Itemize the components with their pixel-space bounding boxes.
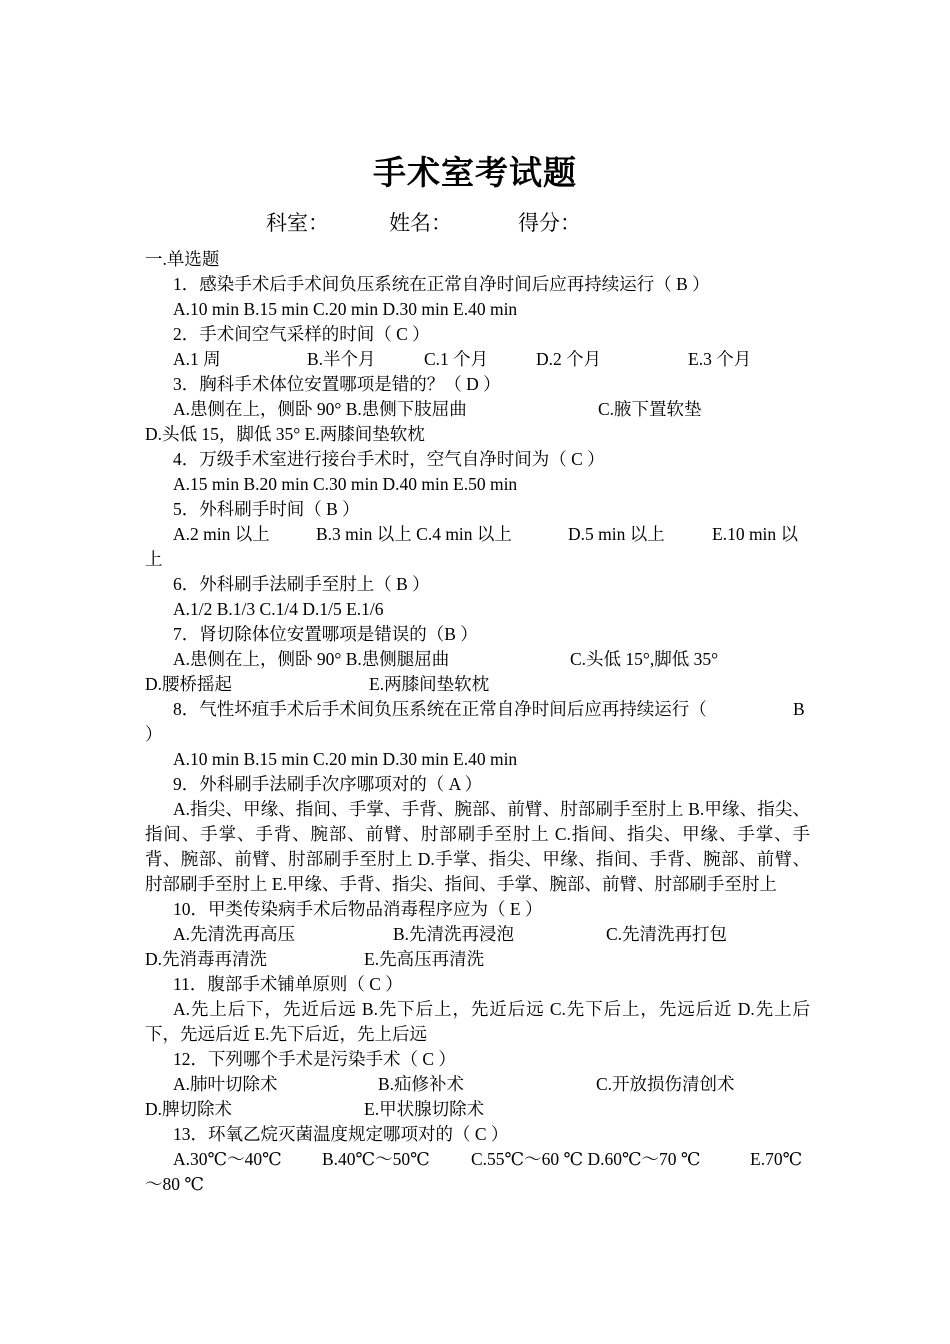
question-6-options: A.1/2 B.1/3 C.1/4 D.1/5 E.1/6 [173, 599, 384, 619]
option-b: B.疝修补术 [378, 1074, 465, 1094]
question-13-options-cont: ～80 ℃ [145, 1174, 204, 1194]
question-8-options: A.10 min B.15 min C.20 min D.30 min E.40 min [173, 749, 518, 769]
option-e: E.10 min 以 [712, 524, 799, 544]
question-10-options-cont [145, 947, 810, 972]
question-3-options [145, 397, 810, 422]
question-9-stem: 9．外科刷手法刷手次序哪项对的（ A ） [173, 774, 483, 794]
question-12-options-cont [145, 1097, 810, 1122]
option-e: E.3 个月 [688, 349, 752, 369]
option-e: E.两膝间垫软枕 [369, 674, 490, 694]
option-b: B.半个月 [307, 349, 376, 369]
question-5-options-cont: 上 [145, 549, 163, 569]
option-d: D.2 个月 [536, 349, 602, 369]
option-a: A.30℃～40℃ [173, 1149, 282, 1169]
option-c: C.头低 15°,脚低 35° [570, 649, 719, 669]
question-4-options: A.15 min B.20 min C.30 min D.40 min E.50 min [173, 474, 518, 494]
option-a: A.2 min 以上 [173, 524, 270, 544]
name-field-label: 姓名： [389, 211, 452, 235]
question-6-stem: 6．外科刷手法刷手至肘上（ B ） [173, 574, 430, 594]
option-a: A.肺叶切除术 [173, 1074, 278, 1094]
question-5-stem: 5．外科刷手时间（ B ） [173, 499, 360, 519]
question-2-options [145, 347, 810, 372]
question-7-options-cont [145, 672, 810, 697]
question-11-options: A.先上后下，先近后远 B.先下后上，先近后远 C.先下后上，先远后近 D.先上后下，先远后近 E.先下后近，先上后远 [145, 999, 810, 1044]
question-7-stem: 7．肾切除体位安置哪项是错误的（B ） [173, 624, 478, 644]
option-a: A.先清洗再高压 [173, 924, 296, 944]
dept-field-label: 科室： [266, 211, 329, 235]
question-7-options [145, 647, 810, 672]
question-12-stem: 12．下列哪个手术是污染手术（ C ） [173, 1049, 456, 1069]
option-d: D.5 min 以上 [568, 524, 665, 544]
question-13-options [145, 1147, 810, 1172]
question-8-stem: 8．气性坏疽手术后手术间负压系统在正常自净时间后应再持续运行（ [173, 699, 707, 719]
option-ab: A.患侧在上，侧卧 90° B.患侧下肢屈曲 [173, 399, 467, 419]
question-1-stem: 1．感染手术后手术间负压系统在正常自净时间后应再持续运行（ B ） [173, 274, 710, 294]
section-heading: 一.单选题 [145, 249, 220, 269]
option-e: E.甲状腺切除术 [364, 1099, 485, 1119]
question-10-options [145, 922, 810, 947]
option-cd: C.55℃～60 ℃ D.60℃～70 ℃ [471, 1149, 701, 1169]
option-d: D.脾切除术 [145, 1099, 233, 1119]
question-1-options: A.10 min B.15 min C.20 min D.30 min E.40 min [173, 299, 518, 319]
option-c: C.先清洗再打包 [606, 924, 728, 944]
question-5-options [145, 522, 810, 547]
question-10-stem: 10．甲类传染病手术后物品消毒程序应为（ E ） [173, 899, 543, 919]
question-3-stem: 3．胸科手术体位安置哪项是错的？（ D ） [173, 374, 501, 394]
option-a: A.1 周 [173, 349, 221, 369]
option-e: E.70℃ [750, 1149, 803, 1169]
option-e: E.先高压再清洗 [364, 949, 485, 969]
question-11-stem: 11．腹部手术铺单原则（ C ） [173, 974, 403, 994]
option-d: D.腰桥摇起 [145, 674, 233, 694]
question-8-stem-cont: ） [145, 724, 163, 744]
question-8-answer: B [793, 699, 805, 719]
option-b: B.40℃～50℃ [322, 1149, 430, 1169]
question-list [145, 247, 810, 1197]
score-field-label: 得分： [518, 211, 581, 235]
question-9-options: A.指尖、甲缘、指间、手掌、手背、腕部、前臂、肘部刷手至肘上 B.甲缘、指尖、指间、手掌、手背、腕部、前臂、肘部刷手至肘上 C.指间、指尖、甲缘、手掌、手背、腕部、前臂、肘部刷手至肘上 D.手掌、指尖、甲缘、指间、手背、腕部、前臂、肘部刷手至肘上 E.甲缘、手背、指尖、指间、手掌、腕部、前臂、肘部刷手至肘上 [145, 799, 810, 894]
option-c: C.1 个月 [424, 349, 489, 369]
question-3-options-cont: D.头低 15，脚低 35° E.两膝间垫软枕 [145, 424, 425, 444]
option-b: B.先清洗再浸泡 [393, 924, 515, 944]
option-ab: A.患侧在上，侧卧 90° B.患侧腿屈曲 [173, 649, 450, 669]
option-d: D.先消毒再清洗 [145, 949, 268, 969]
question-2-stem: 2．手术间空气采样的时间（ C ） [173, 324, 430, 344]
option-c: C.腋下置软垫 [598, 399, 702, 419]
question-4-stem: 4．万级手术室进行接台手术时，空气自净时间为（ C ） [173, 449, 605, 469]
option-c: C.开放损伤清创术 [596, 1074, 735, 1094]
page-title: 手术室考试题 [373, 156, 577, 192]
question-13-stem: 13．环氧乙烷灭菌温度规定哪项对的（ C ） [173, 1124, 509, 1144]
question-12-options [145, 1072, 810, 1097]
option-bc: B.3 min 以上 C.4 min 以上 [316, 524, 512, 544]
question-8-stem-line [145, 697, 810, 722]
